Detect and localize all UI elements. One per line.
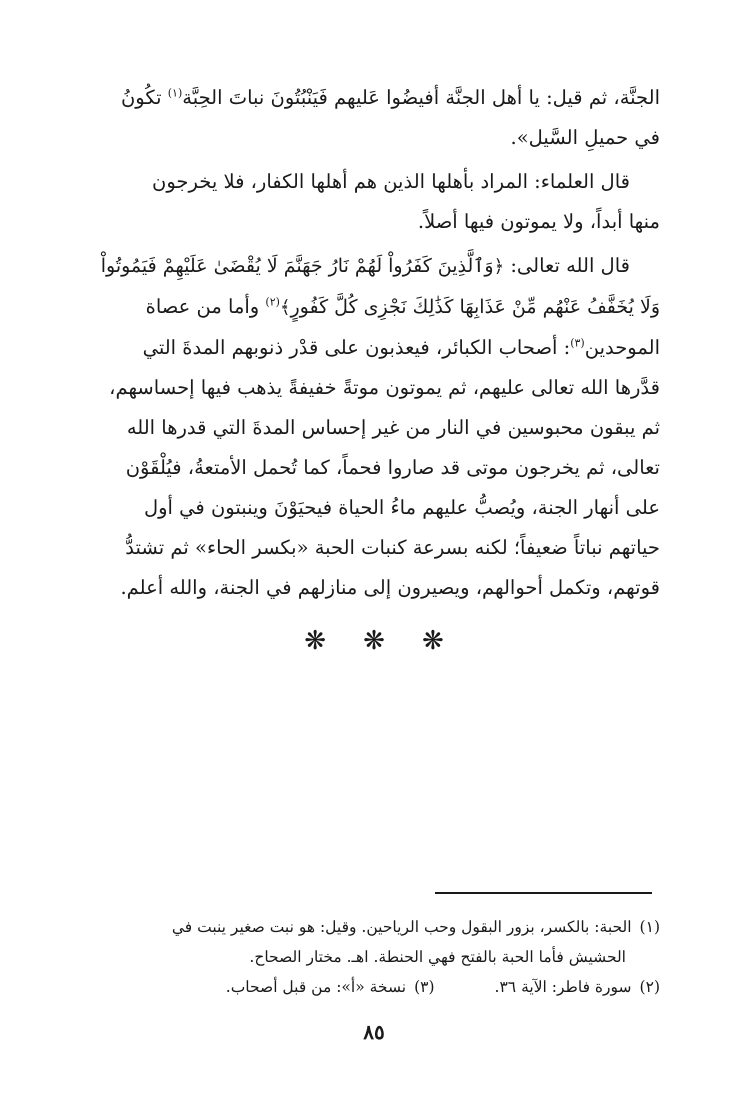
star-ornament-icon: ❋ (421, 626, 444, 656)
text-line: ثم يبقون محبوسين في النار من غير إحساس المدةَ التي قدرها الله (126, 416, 660, 439)
text-line: تعالى، ثم يخرجون موتى قد صاروا فحماً، كما تُحمل الأمتعةُ، فيُلْقَوْن (125, 456, 660, 479)
paragraph-1 (96, 78, 660, 158)
text-line: منها أبداً، ولا يموتون فيها أصلاً. (417, 210, 660, 233)
section-separator (0, 626, 748, 656)
text-line: على أنهار الجنة، ويُصبُّ عليهم ماءُ الحياة فيحيَوْنَ وينبتون في أول (143, 496, 660, 519)
footnote-text: نسخة «أ»: من قبل أصحاب. (225, 978, 407, 996)
footnote-ref-2: (٢) (265, 295, 280, 309)
text-line: قال العلماء: المراد بأهلها الذين هم أهلها الكفار، فلا يخرجون (152, 170, 630, 193)
line-rest: : أصحاب الكبائر، فيعذبون على قدْر ذنوبهم المدةَ التي (142, 336, 571, 359)
line-start: الموحدين (584, 336, 660, 359)
text-line (96, 328, 660, 368)
paragraph-2 (96, 162, 660, 242)
footnote-ref-1: (١) (167, 86, 183, 100)
quran-open-bracket: ﴿ (493, 256, 505, 277)
text-line: حياتهم نباتاً ضعيفاً؛ لكنه بسرعة كنبات الحبة «بكسر الحاء» ثم تشتدُّ (125, 536, 660, 559)
line-text: الجنَّة، ثم قيل: يا أهل الجنَّة أفيضُوا عَليهم فَيَنْبُتُونَ نباتَ الحِبَّة (182, 86, 660, 109)
footnote-text: الحبة: بالكسر، بزور البقول وحب الرياحين. وقيل: هو نبت صغير ينبت في (171, 918, 632, 936)
footnote-text: سورة فاطر: الآية ٣٦. (494, 978, 632, 996)
quran-verse-part2: وَلَا يُخَفَّفُ عَنْهُم مِّنْ عَذَابِهَا كَذَٰلِكَ نَجْزِى كُلَّ كَفُورٍ (290, 296, 660, 318)
text-line: قوتهم، وتكمل أحوالهم، ويصيرون إلى منازلهم في الجنة، والله أعلم. (120, 576, 660, 599)
footnote-2-3 (96, 972, 660, 1002)
footnotes (96, 912, 660, 1002)
page-number: ٨٥ (363, 1020, 385, 1044)
text-line (96, 287, 660, 328)
text-line (96, 246, 660, 287)
footnote-ref-3: (٣) (570, 336, 585, 350)
footnote-1-continued: الحشيش فأما الحبة بالفتح فهي الحنطة. اهـ. مختار الصحاح. (249, 948, 626, 966)
text-line (96, 78, 660, 118)
main-text (96, 78, 660, 612)
footnote-number: (٢) (639, 978, 660, 996)
quran-close-bracket: ﴾ (279, 297, 291, 318)
line-tail: تكُونُ (120, 86, 168, 109)
star-ornament-icon: ❋ (363, 626, 385, 656)
footnote-number: (٣) (414, 978, 435, 996)
text-line: قدَّرها الله تعالى عليهم، ثم يموتون موتةً خفيفةً يذهب فيها إحساسهم، (109, 376, 660, 399)
footnote-1 (96, 912, 660, 942)
line-tail: وأما من عصاة (145, 295, 266, 318)
quran-verse-part1: وَٱلَّذِينَ كَفَرُواْ لَهُمْ نَارُ جَهَنَّمَ لَا يُقْضَىٰ عَلَيْهِمْ فَيَمُوتُواْ (100, 255, 494, 277)
quran-intro: قال الله تعالى: (504, 254, 630, 277)
footnote-number: (١) (639, 918, 660, 936)
text-line: في حميلِ السَّيل». (510, 126, 660, 149)
star-ornament-icon: ❋ (304, 626, 326, 656)
footnote-divider (435, 892, 652, 894)
paragraph-3 (96, 246, 660, 608)
